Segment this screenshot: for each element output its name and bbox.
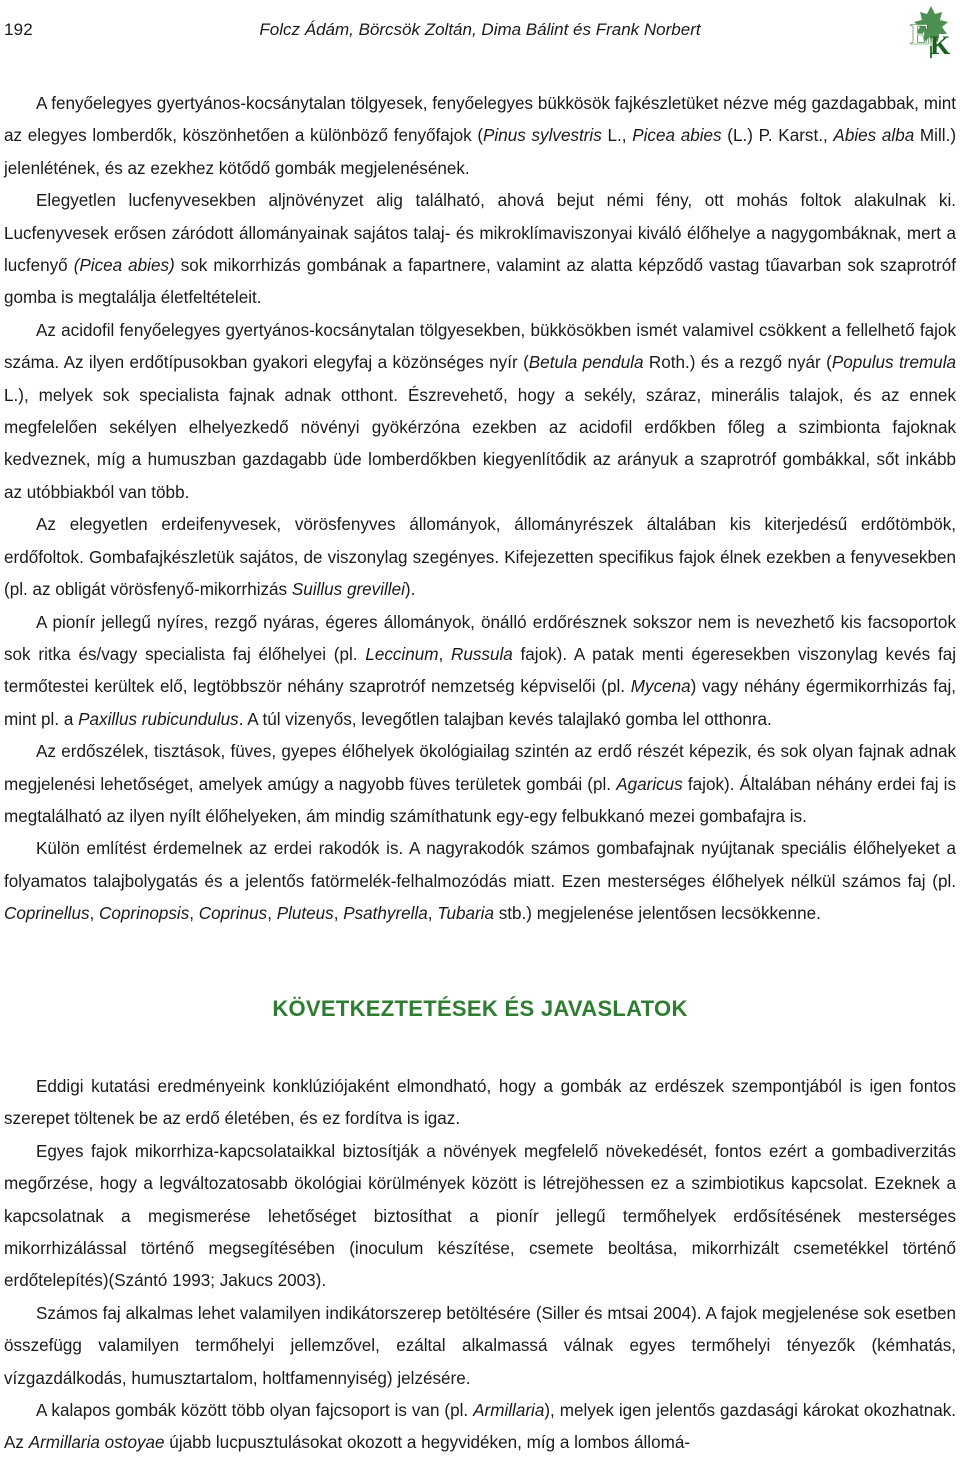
page-header	[0, 0, 960, 64]
page-number: 192	[4, 20, 33, 39]
paragraph: A fenyőelegyes gyertyános-kocsánytalan tölgyesek, fenyőelegyes bükkösök fajkészletüket nézve még gazdagabbak, mint az elegyes lomberdők, köszönhetően a különböző fenyőfajok (Pinus sylvestris L., Picea abies (L.) P. Karst., Abies alba Mill.) jelenlétének, és az ezekhez kötődő gombák megjelenésének.	[4, 94, 957, 178]
svg-text:E: E	[910, 18, 931, 51]
paragraph: Az elegyetlen erdeifenyvesek, vörösfenyves állományok, állományrészek általában kis kiterjedésű erdőtömbök, erdőfoltok. Gombafajkészletük sajátos, de viszonylag szegényes. Kifejezetten specifikus fajok élnek ezekben a fenyvesekben (pl. az obligát vörösfenyő-mikorrhizás Suillus grevillei).	[4, 515, 956, 600]
article-body	[4, 88, 956, 1460]
svg-text:K: K	[930, 31, 951, 60]
paragraph: Az acidofil fenyőelegyes gyertyános-kocsánytalan tölgyesekben, bükkösökben ismét valamivel csökkent a fellelhető fajok száma. Az ilyen erdőtípusokban gyakori elegyfaj a közönséges nyír (Betula pendula Roth.) és a rezgő nyár (Populus tremula L.), melyek sok specialista fajnak adnak otthont. Észrevehető, hogy a sekély, száraz, minerális talajok, és az ennek megfelelően sekélyen elhelyezkedő növényi gyökérzóna ezekben az acidofil erdőkben főleg a szimbionta fajoknak kedveznek, míg a humuszban gazdagabb üde lomberdőkben kiegyenlítődik az arányuk a szaprotróf gombákkal, sőt inkább az utóbbiakból van több.	[4, 320, 956, 502]
paragraph: A pionír jellegű nyíres, rezgő nyáras, égeres állományok, önálló erdőrésznek sokszor nem is nevezhető kis facsoportok sok ritka és/vagy specialista faj élőhelyei (pl. Leccinum, Russula fajok). A patak menti égeresekben viszonylag kevés faj termőtestei kerültek elő, legtöbbször néhány szaprotróf nemzetség képviselői (pl. Mycena) vagy néhány égermikorrhizás faj, mint pl. a Paxillus rubicundulus. A túl vizenyős, levegőtlen talajban kevés talajlakó gomba lel otthonra.	[4, 612, 957, 729]
journal-logo	[904, 4, 958, 60]
section-heading: KÖVETKEZTETÉSEK ÉS JAVASLATOK	[272, 995, 688, 1021]
paragraph: Számos faj alkalmas lehet valamilyen indikátorszerep betöltésére (Siller és mtsai 2004). A fajok megjelenése sok esetben összefügg valamilyen termőhelyi jellemzővel, ezáltal alkalmassá válnak egyes termőhelyi tényezők (kémhatás, vízgazdálkodás, humusztartalom, holtfamennyiség) jelzésére.	[4, 1303, 956, 1388]
paragraph: Külön említést érdemelnek az erdei rakodók is. A nagyrakodók számos gombafajnak nyújtanak speciális élőhelyeket a folyamatos talajbolygatás és a jelentős fatörmelék-felhalmozódás miatt. Ezen mesterséges élőhelyek nélkül számos faj (pl. Coprinellus, Coprinopsis, Coprinus, Pluteus, Psathyrella, Tubaria stb.) megjelenése jelentősen lecsökkenne.	[4, 839, 956, 924]
paragraph: A kalapos gombák között több olyan fajcsoport is van (pl. Armillaria), melyek igen jelentős gazdasági károkat okozhatnak. Az Armillaria ostoyae újabb lucpusztulásokat okozott a hegyvidéken, míg a lombos állomá-	[4, 1401, 957, 1453]
running-head: Folcz Ádám, Börcsök Zoltán, Dima Bálint és Frank Norbert	[259, 20, 701, 39]
paragraph: Egyes fajok mikorrhiza-kapcsolataikkal biztosítják a növények megfelelő növekedését, fontos ezért a gombadiverzitás megőrzése, hogy a legváltozatosabb ökológiai körülmények között is létrejöhessen ez a szimbiotikus kapcsolat. Ezeknek a kapcsolatnak a megismerése lehetőséget biztosíthat a pionír jellegű termőhelyek erdősítésének mesterséges mikorrhizálással történő megsegítésében (inoculum készítése, csemete beoltása, mikorrhizált csemetékkel történő erdőtelepítés)(Szántó 1993; Jakucs 2003).	[4, 1141, 956, 1291]
paragraph: Elegyetlen lucfenyvesekben aljnövényzet alig található, ahová bejut némi fény, ott mohás foltok alakulnak ki. Lucfenyvesek erősen záródott állományainak sajátos talaj- és mikroklímaviszonyai kiváló élőhelye a nagygombáknak, mert a lucfenyő (Picea abies) sok mikorrhizás gombának a fapartnere, valamint az alatta képződő vastag tűavarban sok szaprotróf gomba is megtalálja életfeltételeit.	[4, 191, 957, 308]
paragraph: Eddigi kutatási eredményeink konklúziójaként elmondható, hogy a gombák az erdészek szempontjából is igen fontos szerepet töltenek be az erdő életében, és ez fordítva is igaz.	[4, 1076, 956, 1129]
paragraph: Az erdőszélek, tisztások, füves, gyepes élőhelyek ökológiailag szintén az erdő részét képezik, és sok olyan fajnak adnak megjelenési lehetőséget, amelyek amúgy a nagyobb füves területek gombái (pl. Agaricus fajok). Általában néhány erdei faj is megtalálható az ilyen nyílt élőhelyeken, ám mindig számíthatunk egy-egy felbukkanó mezei gombafajra is.	[4, 742, 956, 826]
